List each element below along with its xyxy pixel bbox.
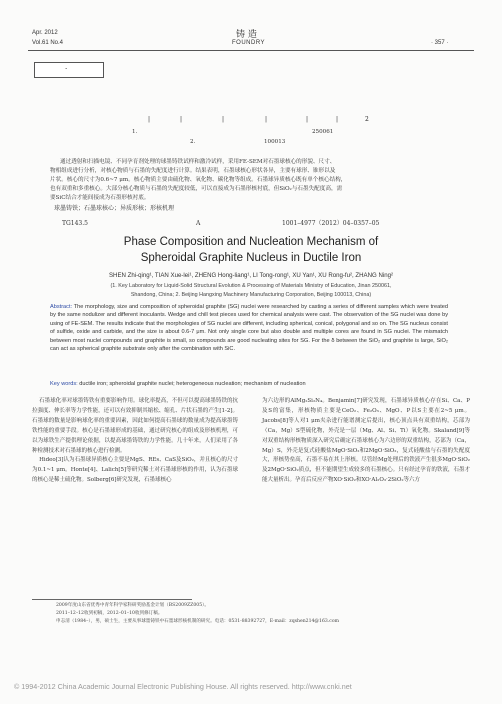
article-number: 1001–4977（2012）04–0357–05	[282, 220, 380, 227]
abstract-cn-line: 片状。核心的尺寸为0.6~7 μm。核心物质主要由硫化物、氧化物、碳化物等组成。石墨球异质核心既有单个核心结构，	[50, 177, 347, 183]
section-tag-box	[34, 62, 104, 78]
keywords-en	[50, 380, 448, 388]
title-en-line-1: Phase Composition and Nucleation Mechanism of	[123, 236, 379, 248]
author-separator-3: |	[222, 116, 225, 123]
issue-date: Apr. 2012	[32, 30, 58, 36]
affiliation-en-line-2: Shandong, China; 2. Beijing Hangxing Machinery Manufacturing Corporation, Beijing 100013, China)	[130, 292, 372, 298]
author-affil-marker: 2	[365, 116, 369, 123]
author-separator-6: |	[336, 116, 339, 123]
body-column-right: 为六边形的AlMg₂Si₂N₄。Benjamin[7]研究发现，石墨球异质核心存在Si、Ca、P及S的富集，形核物质主要是CeO₂、Fe₂O₃、MgO、P以S主要在2~5 μm。Jacobs[8]等人对1 μm夹杂进行能谱测定后提出，核心顶点具有双重结构，芯部为（Ca，Mg）S型硫化物，外壳是一层（Mg、Al、Si、Ti）氧化物。Skaland[9]等对双重结构形核物质深入研究后确定石墨球核心为六边形的双重结构，芯部为（Ca，Mg）S，外壳是复式硅酸盐MgO·SiO₂和2MgO·SiO₂，复式硅酸盐与石墨的失配度大，形核势垒高，石墨不易在其上形核。尽管经Mg处理后的铁液产生很多MgO·SiO₂及2MgO·SiO₂质点，但不能期望生成较多的石墨核心。只有经过孕育的铁液，石墨才能大量析出。孕育后反应产物XO·SiO₂和XO·Al₂O₃·2SiO₂等六方	[262, 398, 470, 484]
journal-title-en: FOUNDRY	[232, 40, 266, 46]
keywords-en-text: ductile iron; spheroidal graphite nuclei; heterogeneous nucleation; mechanism of nucleation	[77, 381, 306, 387]
abstract-en-label: Abstract:	[50, 304, 73, 310]
abstract-cn-line: 要SiC结合才能间接成为石墨形核衬底。	[50, 195, 150, 201]
author-separator-5: |	[306, 116, 309, 123]
footnote-author-bio: 申志清（1984–），男，硕士生，主要从事球墨铸铁中石墨球形核机制的研究。电话：0531-88392727，E-mail：zqshen214@163.com	[56, 619, 339, 624]
abstract-cn-line: 通过透射和扫描电镜、不同孕育剂处理的球墨铸铁试样和激冷试样，采用FE-SEM对石墨球核心的形貌、尺寸、	[60, 159, 336, 165]
affiliation-cn-1-postcode: 250061	[312, 129, 334, 135]
author-separator-2: |	[180, 116, 183, 123]
journal-title-cn: 铸 造	[236, 30, 257, 40]
abstract-cn-line: 物相组成进行分析，对核心物质与石墨的失配度进行计算。结果表明，石墨球核心形状各异，主要有球形、锥形以及	[50, 168, 336, 174]
affiliation-cn-2-marker: 2.	[190, 139, 196, 145]
keywords-en-label: Key words:	[50, 381, 78, 387]
section-tag-dot: ·	[65, 65, 68, 73]
document-code: A	[196, 220, 201, 227]
abstract-cn-line: 也有双重和多重核心。大部分核心物质与石墨的失配度较低，可以直接成为石墨形核衬底，但SiO₂与石墨失配度高，需	[50, 186, 343, 192]
title-en-line-2: Spheroidal Graphite Nucleus in Ductile Iron	[140, 252, 362, 264]
author-separator-1: |	[148, 116, 151, 123]
footnote-received: 2011–12–12收到初稿，2012–01–10收到修订稿。	[56, 611, 163, 616]
body-column-left: 石墨球化率对球墨铸铁有重要影响作用。球化率提高，不但可以提高球墨铸铁的抗拉强度、伸长率等力学性能，还可以有效抑制其缩松、缩孔、片状石墨的产生[1-2]。石墨球的数量是影响球化率的重要因素，因此如何提高石墨球的数量成为提高球墨铸铁性能的重要手段。核心是石墨球形成的基础，通过研究核心的组成及形核机理，可以为球铁生产提供理论依据，以提高球墨铸铁的力学性能。几十年来，人们采用了各种检测技术对石墨球的核心进行检测。 Hideo[3]认为石墨球异质核心主要是MgS、REs、CaS及SiO₂，并且核心的尺寸为0.1~1 μm。Honte[4]、Lalich[5]等研究稀土对石墨球形核的作用，认为石墨球的核心是稀土硫化物。Solberg[6]研究发现，石墨球核心	[32, 398, 238, 484]
abstract-en-text: The morphology, size and composition of spheroidal graphite (SG) nuclei were researched by casting a series of different samples which were treated by the same nodulizer and different inoculants. Wedge and chill test pieces used for chemical analysis were cast. The observation of the SG nuclei was done by using of FE-SEM. The results indicate that the morphologies of SG nuclei are different, including spherical, conical, polygonal and so on. The SG nucleus consist of sulfide, oxide and carbide, and the size is about 0.6-7 μm. Not only single core but also double and multiple cores are found in SG nuclei. The mismatch between most nuclei compounds and graphite is small, so compounds are good nucleating sites for SG. For the δ between the SiO₂ and graphite is large, SiO₂ can act as spherical graphite substrate only after the combination with SiC.	[50, 304, 448, 353]
header-rule	[28, 50, 474, 51]
authors-en: SHEN Zhi-qing¹, TIAN Xue-lei¹, ZHENG Hong-liang¹, LI Tong-rong¹, XU Yan¹, XU Rong-fu², ZHANG Ning²	[108, 272, 394, 279]
affiliation-en-line-1: (1. Key Laboratory for Liquid-Solid Structural Evolution & Processing of Materials Ministry of Education, Jinan 250061,	[110, 283, 392, 289]
author-separator-4: |	[265, 116, 268, 123]
footnote-rule	[32, 599, 192, 600]
volume-number: Vol.61 No.4	[32, 40, 64, 46]
affiliation-cn-1-marker: 1.	[132, 129, 138, 135]
clc-number: TG143.5	[62, 220, 88, 227]
affiliation-cn-2-postcode: 100013	[264, 139, 286, 145]
page-number: · 357 ·	[431, 40, 449, 46]
footnote-funding: 2009年度山东省优秀中青年科学家科研奖励基金计划（BS2009ZZ005）。	[56, 603, 210, 608]
copyright-line: © 1994-2012 China Academic Journal Electronic Publishing House. All rights reserved. http://www.cnki.net	[14, 682, 352, 691]
keywords-cn: 球墨铸铁；石墨球核心；异质形核；形核机理	[54, 205, 175, 212]
abstract-en	[50, 303, 448, 353]
